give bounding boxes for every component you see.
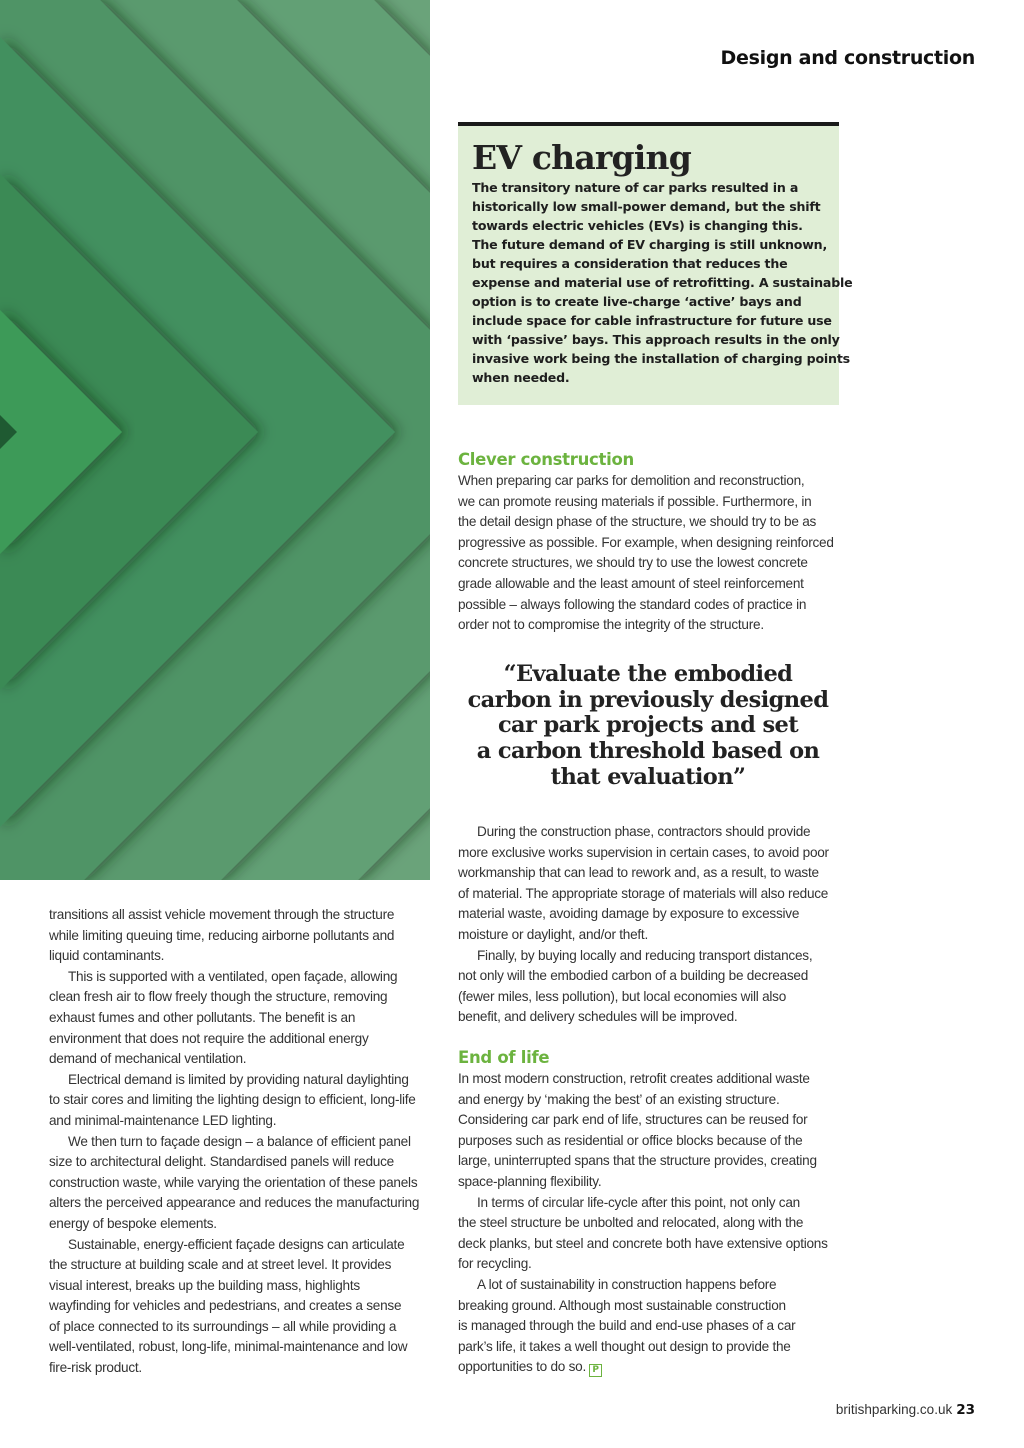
ev-box-line: when needed. <box>472 370 570 385</box>
text-line: visual interest, breaks up the building mass, highlights <box>49 1277 360 1293</box>
text-line: environment that does not require the additional energy <box>49 1030 369 1046</box>
text-line: energy of bespoke elements. <box>49 1215 217 1231</box>
pull-quote-line: that evaluation” <box>550 763 746 790</box>
text-line: fire-risk product. <box>49 1360 142 1376</box>
text-line: construction waste, while varying the orientation of these panels <box>49 1174 418 1190</box>
text-line: grade allowable and the least amount of steel reinforcement <box>458 575 804 591</box>
paragraph <box>458 1275 848 1378</box>
ev-box-line: but requires a consideration that reduces the <box>472 256 788 271</box>
text-line: moisture or daylight, and/or theft. <box>458 926 648 942</box>
text-line: and minimal-maintenance LED lighting. <box>49 1112 277 1128</box>
paragraph <box>49 905 439 967</box>
text-line: liquid contaminants. <box>49 948 165 964</box>
left-column-text <box>49 905 439 1379</box>
text-line: we can promote reusing materials if possible. Furthermore, in <box>458 493 812 509</box>
text-line: This is supported with a ventilated, open façade, allowing <box>68 968 398 984</box>
paragraph <box>458 1193 848 1275</box>
text-line: to stair cores and limiting the lighting design to efficient, long-life <box>49 1092 416 1108</box>
text-line: while limiting queuing time, reducing airborne pollutants and <box>49 927 395 943</box>
construction-phase-text <box>458 822 848 1028</box>
pull-quote <box>458 662 838 791</box>
text-line: alters the perceived appearance and reduces the manufacturing <box>49 1195 420 1211</box>
text-line: exhaust fumes and other pollutants. The benefit is an <box>49 1009 356 1025</box>
page-footer <box>836 1402 975 1418</box>
text-line: Sustainable, energy-efficient façade designs can articulate <box>68 1236 405 1252</box>
ev-box-line: option is to create live-charge ‘active’ bays and <box>472 294 802 309</box>
text-line: possible – always following the standard codes of practice in <box>458 596 807 612</box>
left-column <box>49 905 439 1379</box>
paragraph <box>458 471 848 636</box>
text-line: is managed through the build and end-use phases of a car <box>458 1318 796 1334</box>
text-line: In terms of circular life-cycle after this point, not only can <box>477 1194 800 1210</box>
text-line: space-planning flexibility. <box>458 1173 602 1189</box>
text-line: order not to compromise the integrity of the structure. <box>458 617 764 633</box>
paragraph <box>458 822 848 946</box>
pull-quote-line: “Evaluate the embodied <box>503 661 793 687</box>
text-line: concrete structures, we should try to use the lowest concrete <box>458 555 808 571</box>
text-line: During the construction phase, contractors should provide <box>477 824 811 839</box>
text-line-wrapper <box>458 1357 848 1378</box>
text-line: workmanship that can lead to rework and, as a result, to waste <box>458 865 819 881</box>
construction-phase-section <box>458 822 848 1028</box>
paragraph <box>458 946 848 1028</box>
chevron-graphic <box>0 0 430 880</box>
end-of-article-p-icon: P <box>589 1364 602 1377</box>
text-line: benefit, and delivery schedules will be improved. <box>458 1009 738 1025</box>
hero-chevron-image <box>0 0 430 880</box>
text-line: We then turn to façade design – a balance of efficient panel <box>68 1133 411 1149</box>
ev-box-line: with ‘passive’ bays. This approach results in the only <box>472 332 840 347</box>
text-line: size to architectural delight. Standardised panels will reduce <box>49 1154 394 1170</box>
text-line: well-ventilated, robust, long-life, minimal-maintenance and low <box>49 1339 408 1355</box>
pull-quote-line: car park projects and set <box>497 712 799 739</box>
text-line: the structure at building scale and at street level. It provides <box>49 1257 392 1273</box>
text-line: opportunities to do so. <box>458 1359 587 1375</box>
end-of-life-section <box>458 1047 848 1378</box>
ev-box-line: The future demand of EV charging is still unknown, <box>472 237 828 252</box>
end-of-life-heading: End of life <box>458 1048 550 1067</box>
ev-box-line: invasive work being the installation of charging points <box>472 351 850 366</box>
ev-box-line: towards electric vehicles (EVs) is changing this. <box>472 218 803 233</box>
section-label: Design and construction <box>720 47 975 69</box>
text-line: large, uninterrupted spans that the structure provides, creating <box>458 1153 817 1169</box>
text-line: the steel structure be unbolted and relocated, along with the <box>458 1215 804 1231</box>
clever-construction-heading: Clever construction <box>458 450 634 469</box>
text-line: purposes such as residential or office blocks because of the <box>458 1132 803 1148</box>
pull-quote-line: carbon in previously designed <box>467 686 829 713</box>
text-line: Considering car park end of life, structures can be reused for <box>458 1112 808 1128</box>
text-line: of material. The appropriate storage of materials will also reduce <box>458 885 829 901</box>
ev-box-title: EV charging <box>472 138 691 177</box>
text-line: demand of mechanical ventilation. <box>49 1051 247 1067</box>
ev-box-line: historically low small-power demand, but the shift <box>472 199 821 214</box>
text-line: transitions all assist vehicle movement through the structure <box>49 907 395 922</box>
ev-box-line: The transitory nature of car parks resulted in a <box>472 180 799 195</box>
clever-construction-text <box>458 471 848 636</box>
paragraph <box>49 1132 439 1235</box>
end-of-life-text <box>458 1069 848 1378</box>
text-line: Finally, by buying locally and reducing transport distances, <box>477 947 813 963</box>
text-line: When preparing car parks for demolition and reconstruction, <box>458 473 805 488</box>
pull-quote-line: a carbon threshold based on <box>476 738 820 765</box>
text-line: for recycling. <box>458 1256 532 1272</box>
text-line: progressive as possible. For example, when designing reinforced <box>458 534 834 550</box>
website-link[interactable]: britishparking.co.uk <box>835 1402 953 1417</box>
text-line: more exclusive works supervision in certain cases, to avoid poor <box>458 844 829 860</box>
text-line: Electrical demand is limited by providing natural daylighting <box>68 1071 409 1087</box>
ev-charging-box <box>458 122 853 405</box>
text-line: clean fresh air to flow freely though the structure, removing <box>49 989 388 1005</box>
clever-construction-section <box>458 449 848 636</box>
paragraph <box>49 1070 439 1132</box>
text-line: park’s life, it takes a well thought out design to provide the <box>458 1338 791 1354</box>
text-line: of place connected to its surroundings – all while providing a <box>49 1318 397 1334</box>
page-number: 23 <box>956 1402 975 1418</box>
text-line: In most modern construction, retrofit creates additional waste <box>458 1071 810 1086</box>
text-line: breaking ground. Although most sustainable construction <box>458 1297 786 1313</box>
paragraph <box>49 1235 439 1379</box>
text-line: deck planks, but steel and concrete both have extensive options <box>458 1235 828 1251</box>
text-line: (fewer miles, less pollution), but local economies will also <box>458 988 787 1004</box>
paragraph <box>458 1069 848 1193</box>
ev-box-line: include space for cable infrastructure for future use <box>472 313 832 328</box>
ev-box-text <box>472 178 853 387</box>
paragraph <box>49 967 439 1070</box>
text-line: material waste, avoiding damage by exposure to excessive <box>458 906 800 922</box>
ev-box-line: expense and material use of retrofitting. A sustainable <box>472 275 853 290</box>
text-line: and energy by ‘making the best’ of an existing structure. <box>458 1091 780 1107</box>
text-line: the detail design phase of the structure, we should try to be as <box>458 514 817 530</box>
text-line: wayfinding for vehicles and pedestrians, and creates a sense <box>49 1298 402 1314</box>
text-line: A lot of sustainability in construction happens before <box>477 1276 777 1292</box>
text-line: not only will the embodied carbon of a building be decreased <box>458 968 809 984</box>
